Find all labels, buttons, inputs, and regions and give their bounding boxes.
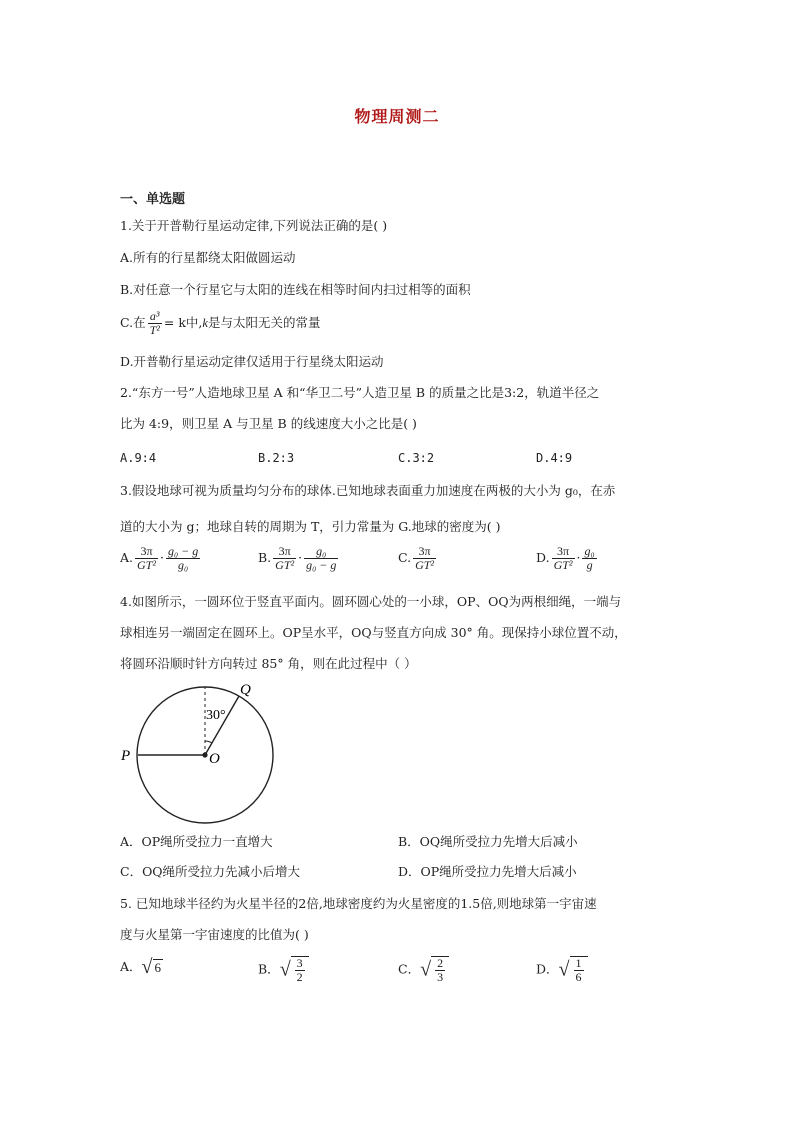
q4-line1: 4.如图所示，一圆环位于竖直平面内。圆环圆心处的一小球，OP、OQ为两根细绳，一端与 — [120, 594, 622, 609]
q2-option-d: D.4:9 — [536, 451, 573, 465]
q1-c-suffix: 是与太阳无关的常量 — [207, 315, 321, 330]
q4-line2: 球相连另一端固定在圆环上。OP呈水平，OQ与竖直方向成 30° 角。现保持小球位置不动， — [120, 625, 627, 640]
angle-arc — [205, 741, 212, 743]
q1-c-eq: = k中, — [163, 315, 203, 330]
q2-option-b: B.2:3 — [258, 451, 295, 465]
q1-stem: 1.关于开普勒行星运动定律,下列说法正确的是( ) — [120, 218, 388, 233]
q3-option-a: A. $\frac{3\pi}{\text{GT²}}$ · $\frac{\text{g₀ − g}}{\text{g₀}}$ — [120, 544, 199, 572]
q3-option-c: C. $\frac{3\pi}{\text{GT²}}$ — [398, 544, 435, 572]
section-heading: 一、单选题 — [120, 192, 186, 207]
label-o: O — [209, 751, 220, 767]
q3-option-d: D. $\frac{3\pi}{\text{GT²}}$ · $\frac{\text{g₀}}{g}$ — [536, 544, 595, 572]
q5-line2: 度与火星第一宇宙速度的比值为( ) — [120, 927, 309, 942]
q3-line1: 3.假设地球可视为质量均匀分布的球体.已知地球表面重力加速度在两极的大小为 g₀，在赤 — [120, 483, 616, 498]
q4-line3: 将圆环沿顺时针方向转过 85° 角，则在此过程中（ ） — [120, 656, 417, 671]
page-title: 物理周测二 — [354, 107, 440, 126]
q2-option-a: A.9:4 — [120, 451, 157, 465]
q1-c-frac-den: T² — [149, 323, 160, 337]
q3-option-b: B. $\frac{3\pi}{\text{GT²}}$ · $\frac{\text{g₀}}{\text{g₀ − g}}$ — [258, 544, 337, 572]
label-q: Q — [240, 682, 251, 698]
sqrt-6: √ 6 — [141, 956, 162, 978]
q5-option-a: A．√ 6 — [120, 956, 162, 978]
q3-line2: 道的大小为 g；地球自转的周期为 T，引力常量为 G.地球的密度为( ) — [120, 519, 501, 534]
q1-c-k: k — [202, 316, 208, 330]
q5-option-d: D．√ $\frac{1}{6}$ — [536, 956, 588, 984]
ball-dot — [202, 752, 207, 757]
label-angle: 30° — [206, 708, 226, 723]
rope-oq — [205, 696, 239, 755]
q4-option-b: B．OQ绳所受拉力先增大后减小 — [398, 834, 578, 849]
q1-option-b: B.对任意一个行星它与太阳的连线在相等时间内扫过相等的面积 — [120, 282, 471, 297]
q1-option-c — [120, 310, 320, 337]
q2-line1: 2.“东方一号”人造地球卫星 A 和“华卫二号”人造卫星 B 的质量之比是3:2，轨道半径之 — [120, 385, 600, 400]
q2-line2: 比为 4:9，则卫星 A 与卫星 B 的线速度大小之比是( ) — [120, 416, 417, 431]
q3-b-label: B. — [258, 550, 272, 565]
q4-option-a: A．OP绳所受拉力一直增大 — [120, 834, 273, 849]
q5-option-b: B．√ $\frac{3}{2}$ — [258, 956, 309, 984]
q1-option-d: D.开普勒行星运动定律仅适用于行星绕太阳运动 — [120, 354, 384, 369]
q4-option-c: C．OQ绳所受拉力先减小后增大 — [120, 864, 301, 879]
q3-d-label: D. — [536, 550, 550, 565]
q1-option-a: A.所有的行星都绕太阳做圆运动 — [120, 250, 296, 265]
sqrt-2-over-3: √ $\frac{2}{3}$ — [420, 956, 449, 984]
sqrt-1-over-6: √ $\frac{1}{6}$ — [559, 956, 588, 984]
q4-circle-figure — [110, 680, 300, 825]
q5-line1: 5. 已知地球半径约为火星半径的2倍,地球密度约为火星密度的1.5倍,则地球第一宇宙速 — [120, 896, 597, 911]
q3-c-label: C. — [398, 550, 412, 565]
q1-c-fraction — [148, 310, 162, 337]
sqrt-3-over-2: √ $\frac{3}{2}$ — [280, 956, 309, 984]
q4-option-d: D．OP绳所受拉力先增大后减小 — [398, 864, 577, 879]
q1-c-frac-num: a³ — [148, 310, 162, 324]
q5-option-c: C．√ $\frac{2}{3}$ — [398, 956, 449, 984]
label-p: P — [121, 748, 131, 764]
q3-a-label: A. — [120, 550, 134, 565]
q2-option-c: C.3:2 — [398, 451, 435, 465]
q1-c-prefix: C.在 — [120, 315, 146, 330]
